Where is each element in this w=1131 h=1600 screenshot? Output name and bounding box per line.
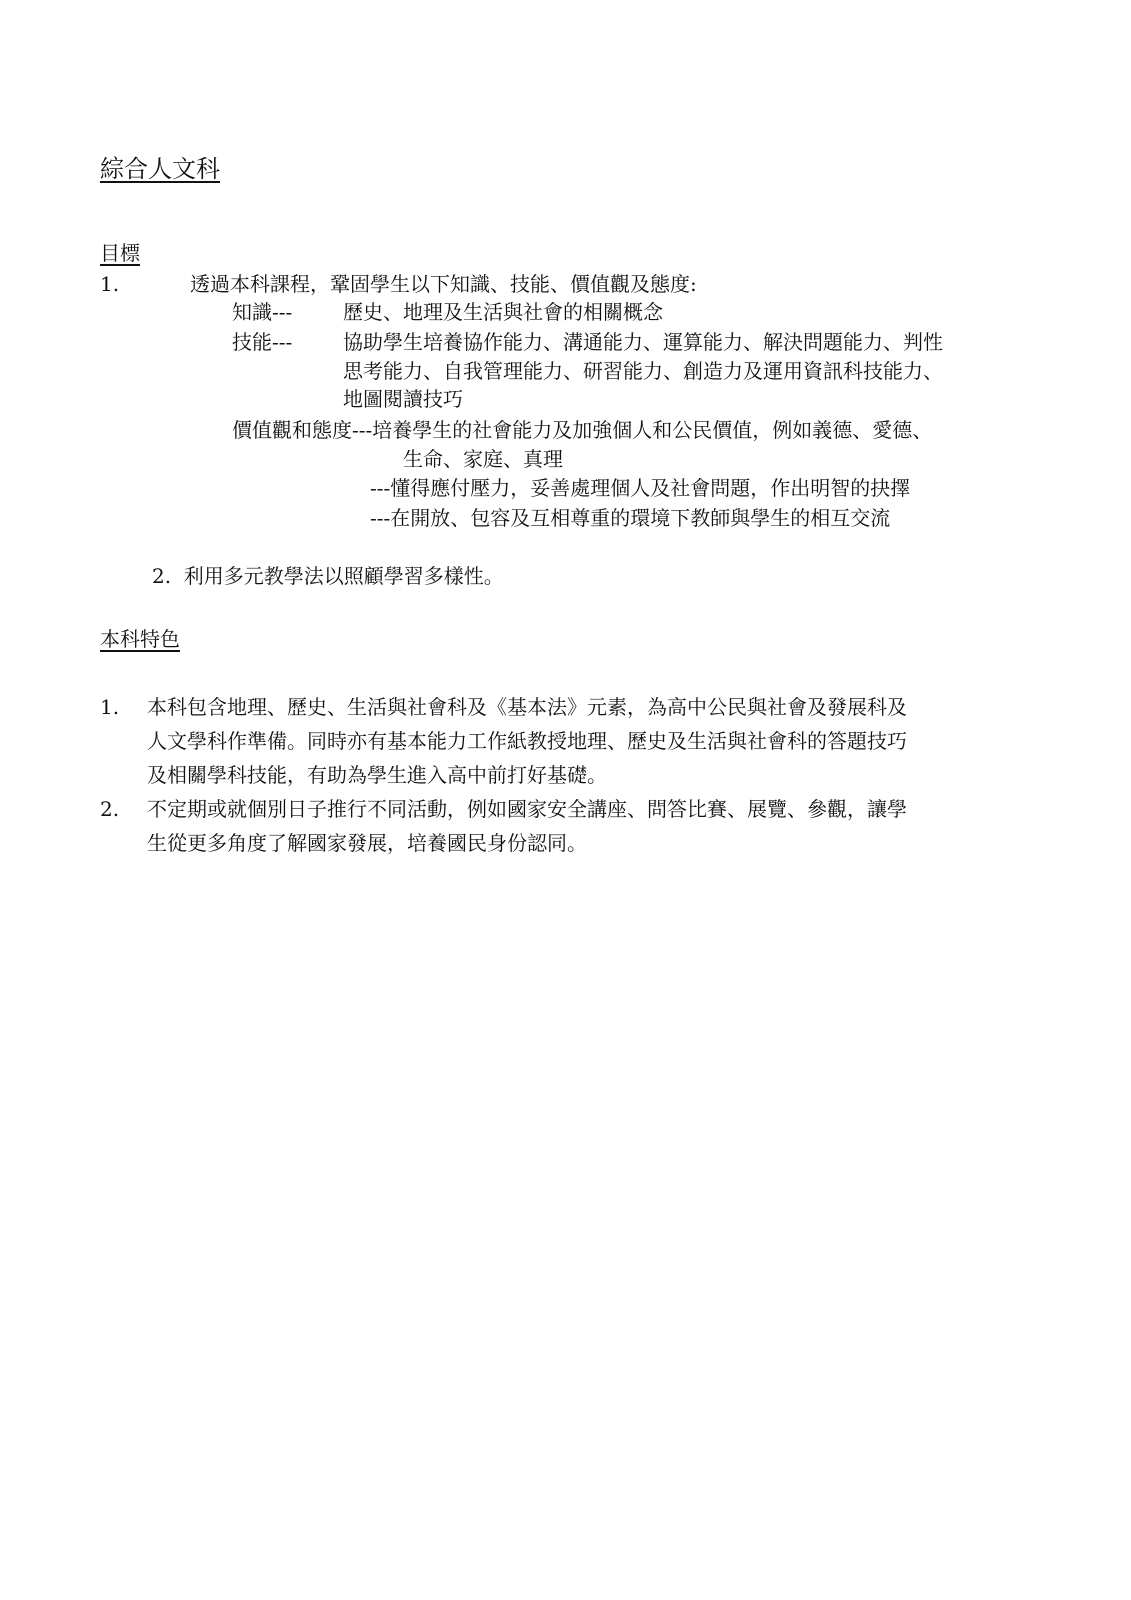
values-line: ---在開放、包容及互相尊重的環境下教師與學生的相互交流 xyxy=(370,506,891,530)
skills-line: 思考能力、自我管理能力、研習能力、創造力及運用資訊科技能力、 xyxy=(343,359,943,383)
feature-1-number: 1. xyxy=(100,695,120,719)
feature-2-line: 不定期或就個別日子推行不同活動，例如國家安全講座、問答比賽、展覽、參觀，讓學 xyxy=(147,797,907,821)
values-line: 生命、家庭、真理 xyxy=(403,447,563,471)
feature-1-line: 本科包含地理、歷史、生活與社會科及《基本法》元素，為高中公民與社會及發展科及 xyxy=(147,695,907,719)
feature-2-line: 生從更多角度了解國家發展，培養國民身份認同。 xyxy=(147,831,587,855)
page-title: 綜合人文科 xyxy=(100,155,220,183)
features-heading: 本科特色 xyxy=(100,627,180,651)
feature-2-number: 2. xyxy=(100,797,120,821)
knowledge-label: 知識--- xyxy=(232,300,293,324)
feature-1-line: 及相關學科技能，有助為學生進入高中前打好基礎。 xyxy=(147,763,607,787)
objectives-heading: 目標 xyxy=(100,241,140,265)
skills-line: 協助學生培養協作能力、溝通能力、運算能力、解決問題能力、判性 xyxy=(343,330,943,354)
skills-label: 技能--- xyxy=(232,330,293,354)
objective-2: 2. 利用多元教學法以照顧學習多樣性。 xyxy=(152,564,504,588)
values-line: ---懂得應付壓力，妥善處理個人及社會問題，作出明智的抉擇 xyxy=(370,476,911,500)
objective-1-number: 1. xyxy=(100,272,120,296)
feature-1-line: 人文學科作準備。同時亦有基本能力工作紙教授地理、歷史及生活與社會科的答題技巧 xyxy=(147,729,907,753)
values-line: 價值觀和態度---培養學生的社會能力及加強個人和公民價值，例如義德、愛德、 xyxy=(232,418,933,442)
knowledge-text: 歷史、地理及生活與社會的相關概念 xyxy=(343,300,663,324)
objective-1-intro: 透過本科課程，鞏固學生以下知識、技能、價值觀及態度: xyxy=(190,272,697,296)
skills-line: 地圖閱讀技巧 xyxy=(343,387,463,411)
